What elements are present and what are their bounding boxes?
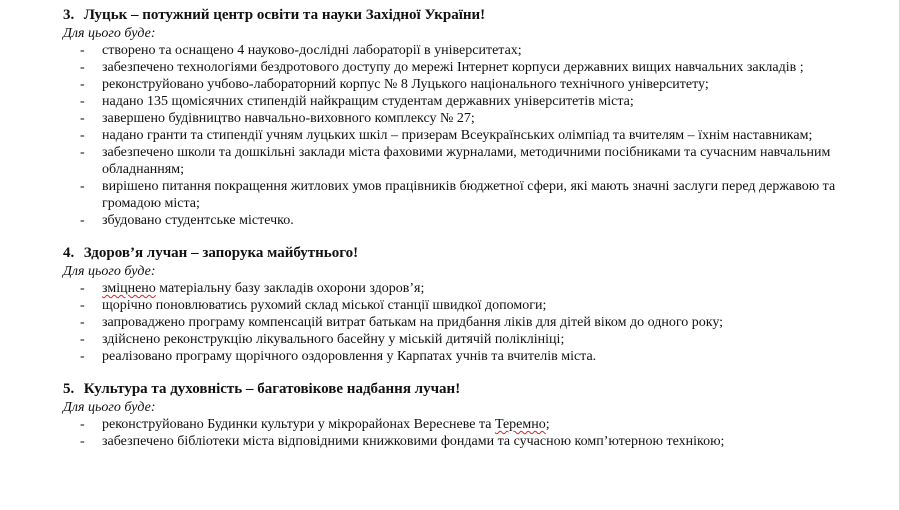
bullet-list	[0, 416, 899, 450]
section-culture	[0, 380, 899, 450]
section-number: 4.	[63, 245, 75, 261]
list-item: - збудовано студентське містечко.	[80, 213, 294, 228]
list-item: - щорічно поновлюватись рухомий склад міської станції швидкої допомоги;	[80, 298, 547, 313]
section-heading	[0, 244, 899, 263]
list-marker: -	[80, 60, 85, 75]
section-title: Культура та духовність – багатовікове надбання лучан!	[83, 381, 461, 397]
list-marker: -	[80, 298, 85, 313]
list-item: - створено та оснащено 4 науково-дослідні лабораторії в університетах;	[80, 43, 522, 58]
list-marker: -	[80, 332, 85, 347]
list-marker: -	[80, 315, 85, 330]
list-item: - надано 135 щомісячних стипендій найкращим студентам державних університетів міста;	[80, 94, 634, 109]
list-marker: -	[80, 77, 85, 92]
list-item: - забезпечено бібліотеки міста відповідними книжковими фондами та сучасною комп’ютерною технікою;	[80, 434, 725, 449]
list-item: - забезпечено технологіями бездротового доступу до мережі Інтернет корпуси державних вищих навчальних закладів ;	[80, 60, 804, 75]
list-marker: -	[80, 213, 85, 228]
list-item: - надано гранти та стипендії учням луцьких шкіл – призерам Всеукраїнських олімпіад та вчителям – їхнім наставникам;	[80, 128, 813, 143]
list-item: - вирішено питання покращення житлових умов працівників бюджетної сфери, які мають значні заслуги перед державою та громадою міста;	[80, 179, 836, 211]
section-heading	[0, 6, 899, 25]
list-marker: -	[80, 43, 85, 58]
section-title: Луцьк – потужний центр освіти та науки Західної України!	[83, 7, 486, 23]
list-marker: -	[80, 94, 85, 109]
spellcheck-underline: Теремно	[494, 417, 546, 432]
list-item: - запроваджено програму компенсацій витрат батькам на придбання ліків для дітей віком до одного року;	[80, 315, 724, 330]
spellcheck-underline: зміцнено	[102, 281, 156, 296]
list-item: - реконструйовано Будинки культури у мікрорайонах Вересневе та Теремно;	[80, 417, 550, 432]
bullet-list	[0, 42, 899, 229]
list-marker: -	[80, 434, 85, 449]
section-title: Здоров’я лучан – запорука майбутнього!	[83, 245, 359, 261]
list-marker: -	[80, 128, 85, 143]
section-intro: Для цього буде:	[63, 26, 156, 41]
list-item: - здійснено реконструкцію лікувального басейну у міській дитячій поліклініці;	[80, 332, 565, 347]
list-marker: -	[80, 111, 85, 126]
list-marker: -	[80, 417, 85, 432]
section-health	[0, 244, 899, 365]
section-intro: Для цього буде:	[63, 400, 156, 415]
list-item: - реконструйовано учбово-лабораторний корпус № 8 Луцького національного технічного університету;	[80, 77, 709, 92]
bullet-list	[0, 280, 899, 365]
section-number: 5.	[63, 381, 75, 397]
list-marker: -	[80, 349, 85, 364]
section-intro: Для цього буде:	[63, 264, 156, 279]
section-number: 3.	[63, 7, 75, 23]
list-item: - реалізовано програму щорічного оздоровлення у Карпатах учнів та вчителів міста.	[80, 349, 597, 364]
list-item: - завершено будівництво навчально-виховного комплексу № 27;	[80, 111, 475, 126]
list-item: - зміцнено матеріальну базу закладів охорони здоров’я;	[80, 281, 425, 296]
section-heading	[0, 380, 899, 399]
list-marker: -	[80, 145, 85, 160]
list-marker: -	[80, 179, 85, 194]
list-marker: -	[80, 281, 85, 296]
section-education	[0, 6, 899, 229]
list-item: - забезпечено школи та дошкільні заклади міста фаховими журналами, методичними посібниками та сучасним навчальним обладнанням;	[80, 145, 831, 177]
